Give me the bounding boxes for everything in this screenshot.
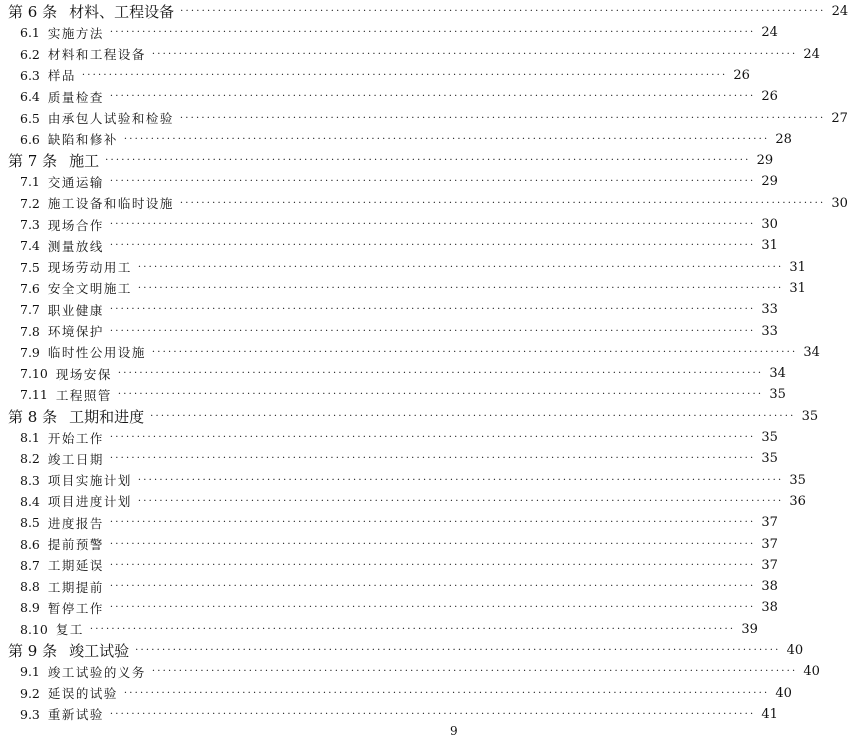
toc-entry-number: 7.7: [20, 302, 40, 318]
toc-entry-number: 第 9 条: [8, 642, 58, 660]
toc-section-row: [0, 448, 778, 469]
toc-section-row: [0, 619, 758, 640]
toc-entry-title: 质量检查: [47, 89, 104, 105]
toc-entry-number: 7.5: [20, 259, 40, 275]
toc-entry-number: 8.1: [20, 430, 40, 445]
toc-entry-number: 6.1: [20, 25, 40, 41]
toc-dot-leader: ························································································································: [137, 474, 784, 486]
toc-section-row: [0, 661, 820, 682]
toc-section-row: [0, 597, 778, 618]
toc-chapter-row: [0, 640, 804, 661]
toc-section-row: [0, 363, 786, 384]
toc-section-row: [0, 491, 806, 512]
toc-entry-number: 7.11: [20, 387, 48, 403]
toc-entry-page: 31: [761, 238, 778, 254]
toc-dot-leader: ························································································································: [151, 346, 798, 358]
toc-entry-page: 38: [761, 579, 778, 595]
toc-entry-number: 7.10: [20, 366, 48, 382]
toc-entry-page: 24: [761, 25, 778, 41]
toc-entry-title: 材料、工程设备: [69, 3, 175, 21]
toc-section-row: [0, 257, 806, 278]
toc-entry-number: 9.2: [20, 685, 40, 701]
toc-entry-title: 实施方法: [47, 25, 104, 41]
toc-entry-number: 6.3: [20, 67, 40, 83]
toc-dot-leader: ························································································································: [109, 27, 756, 39]
toc-section-row: [0, 108, 848, 129]
toc-entry-page: 35: [769, 387, 786, 403]
toc-entry-page: 35: [761, 451, 778, 467]
toc-dot-leader: ························································································································: [137, 495, 784, 507]
toc-section-row: [0, 470, 806, 491]
toc-entry-title: 项目进度计划: [47, 494, 132, 510]
toc-entry-page: 38: [761, 600, 778, 616]
toc-entry-title: 现场安保: [55, 366, 112, 382]
toc-dot-leader: ························································································································: [117, 389, 764, 401]
toc-entry-page: 41: [761, 706, 778, 722]
toc-entry-number: 8.7: [20, 557, 40, 573]
toc-entry-page: 40: [786, 643, 804, 658]
toc-section-row: [0, 512, 778, 533]
toc-chapter-row: [0, 150, 774, 171]
toc-dot-leader: ························································································································: [137, 261, 784, 273]
toc-section-row: [0, 342, 820, 363]
toc-section-row: [0, 278, 806, 299]
toc-entry-page: 37: [761, 557, 778, 573]
toc-section-row: [0, 384, 786, 405]
toc-section-row: [0, 555, 778, 576]
toc-section-row: [0, 299, 778, 320]
toc-entry-page: 35: [801, 408, 819, 424]
toc-section-row: [0, 235, 778, 256]
toc-entry-number: 第 8 条: [8, 407, 58, 426]
toc-entry-number: 8.5: [20, 515, 40, 531]
toc-dot-leader: ························································································································: [109, 559, 756, 571]
toc-section-row: [0, 129, 792, 150]
toc-dot-leader: ························································································································: [179, 197, 826, 209]
toc-entry-page: 39: [741, 621, 758, 637]
toc-entry-page: 33: [761, 302, 778, 318]
toc-dot-leader: ························································································································: [109, 517, 756, 529]
toc-entry-number: 7.8: [20, 323, 40, 339]
toc-dot-leader: ························································································································: [109, 453, 756, 465]
toc-entry-title: 测量放线: [47, 238, 104, 254]
toc-entry-number: 8.10: [20, 621, 48, 637]
toc-entry-number: 6.6: [20, 131, 40, 147]
toc-chapter-row: [0, 406, 819, 427]
toc-entry-title: 临时性公用设施: [47, 345, 146, 361]
toc-section-row: [0, 534, 778, 555]
toc-entry-title: 重新试验: [47, 707, 104, 723]
toc-section-row: [0, 171, 778, 192]
toc-entry-page: 26: [761, 89, 778, 105]
toc-entry-number: 8.4: [20, 493, 40, 509]
toc-entry-title: 缺陷和修补: [47, 132, 118, 148]
toc-dot-leader: ························································································································: [109, 304, 756, 316]
toc-entry-title: 材料和工程设备: [47, 47, 146, 63]
toc-entry-number: 7.4: [20, 238, 40, 254]
toc-entry-title: 环境保护: [47, 324, 104, 339]
toc-entry-title: 职业健康: [47, 302, 104, 318]
toc-entry-title: 工程照管: [55, 387, 112, 403]
toc-entry-page: 24: [803, 46, 820, 62]
toc-dot-leader: ························································································································: [137, 282, 784, 294]
toc-section-row: [0, 683, 792, 704]
toc-entry-title: 项目实施计划: [47, 473, 132, 489]
toc-entry-page: 36: [789, 493, 806, 509]
toc-entry-number: 8.3: [20, 472, 40, 488]
toc-dot-leader: ························································································································: [109, 325, 756, 337]
toc-entry-title: 进度报告: [47, 515, 104, 531]
toc-entry-page: 28: [775, 131, 792, 147]
toc-entry-title: 交通运输: [47, 174, 104, 190]
toc-entry-page: 33: [761, 323, 778, 339]
toc-entry-number: 6.5: [20, 110, 40, 126]
toc-dot-leader: ························································································································: [109, 176, 756, 188]
toc-entry-number: 7.2: [20, 195, 40, 211]
toc-dot-leader: ························································································································: [109, 581, 756, 593]
toc-entry-title: 提前预警: [47, 537, 104, 552]
toc-section-row: [0, 576, 778, 597]
toc-dot-leader: ························································································································: [81, 69, 728, 81]
toc-entry-title: 延误的试验: [47, 686, 118, 702]
toc-dot-leader: ························································································································: [150, 410, 796, 422]
toc-section-row: [0, 22, 778, 43]
toc-entry-title: 开始工作: [47, 430, 104, 446]
toc-entry-page: 34: [803, 344, 820, 360]
toc-entry-number: 9.3: [20, 706, 40, 722]
toc-dot-leader: ························································································································: [179, 112, 826, 124]
toc-entry-title: 工期和进度: [69, 407, 145, 426]
toc-dot-leader: ························································································································: [135, 645, 781, 656]
toc-entry-title: 施工: [69, 152, 100, 171]
toc-entry-number: 7.9: [20, 344, 40, 360]
toc-section-row: [0, 65, 750, 86]
toc-dot-leader: ························································································································: [123, 687, 770, 699]
toc-entry-page: 31: [789, 259, 806, 275]
page-number: 9: [450, 724, 458, 738]
toc-section-row: [0, 704, 778, 725]
toc-entry-title: 现场劳动用工: [47, 260, 132, 276]
toc-entry-title: 工期延误: [47, 558, 104, 574]
toc-entry-number: 第 6 条: [8, 3, 58, 21]
toc-dot-leader: ························································································································: [151, 48, 798, 60]
toc-entry-page: 30: [761, 217, 778, 232]
toc-section-row: [0, 427, 778, 448]
toc-entry-title: 竣工试验的义务: [47, 664, 146, 680]
toc-dot-leader: ························································································································: [109, 91, 756, 103]
toc-entry-page: 27: [831, 110, 848, 126]
toc-section-row: [0, 44, 820, 65]
toc-entry-page: 26: [733, 67, 750, 83]
toc-dot-leader: ························································································································: [123, 133, 770, 145]
toc-entry-page: 29: [756, 153, 774, 169]
toc-entry-number: 8.8: [20, 579, 40, 595]
toc-entry-number: 8.9: [20, 600, 40, 616]
toc-entry-number: 8.2: [20, 451, 40, 467]
toc-dot-leader: ························································································································: [109, 708, 756, 720]
toc-entry-page: 37: [761, 536, 778, 552]
toc-entry-page: 30: [831, 195, 848, 211]
toc-entry-number: 9.1: [20, 664, 40, 680]
toc-entry-page: 35: [789, 472, 806, 488]
toc-entry-title: 施工设备和临时设施: [47, 196, 174, 212]
toc-entry-page: 29: [761, 174, 778, 190]
toc-entry-title: 安全文明施工: [47, 281, 132, 297]
toc-entry-title: 现场合作: [47, 217, 104, 233]
toc-section-row: [0, 321, 778, 342]
toc-dot-leader: ························································································································: [109, 538, 756, 550]
toc-entry-number: 8.6: [20, 536, 40, 552]
toc-dot-leader: ························································································································: [109, 240, 756, 252]
toc-section-row: [0, 193, 848, 214]
toc-entry-page: 34: [769, 366, 786, 382]
toc-section-row: [0, 86, 778, 107]
toc-entry-title: 竣工试验: [69, 642, 130, 660]
toc-entry-title: 样品: [47, 68, 76, 84]
toc-entry-page: 37: [761, 515, 778, 531]
toc-entry-number: 7.6: [20, 280, 40, 296]
toc-dot-leader: ························································································································: [105, 155, 751, 167]
toc-dot-leader: ························································································································: [109, 602, 756, 614]
toc-entry-title: 由承包人试验和检验: [47, 111, 174, 126]
toc-entry-page: 24: [831, 4, 849, 19]
toc-entry-page: 40: [775, 685, 792, 701]
toc-entry-title: 复工: [55, 622, 84, 638]
toc-entry-page: 31: [789, 280, 806, 296]
toc-dot-leader: ························································································································: [109, 219, 756, 230]
toc-entry-number: 第 7 条: [8, 152, 58, 171]
toc-entry-title: 暂停工作: [47, 600, 104, 616]
toc-entry-number: 6.4: [20, 89, 40, 105]
toc-dot-leader: ························································································································: [180, 6, 826, 17]
toc-entry-page: 35: [761, 430, 778, 445]
toc-entry-page: 40: [803, 664, 820, 680]
toc-dot-leader: ························································································································: [151, 666, 798, 678]
toc-chapter-row: [0, 1, 849, 22]
toc-dot-leader: ························································································································: [89, 623, 736, 635]
toc-entry-number: 6.2: [20, 46, 40, 62]
toc-dot-leader: ························································································································: [109, 432, 756, 443]
toc-entry-title: 工期提前: [47, 579, 104, 595]
toc-section-row: [0, 214, 778, 235]
toc-entry-title: 竣工日期: [47, 451, 104, 467]
toc-entry-number: 7.1: [20, 174, 40, 190]
toc-entry-number: 7.3: [20, 217, 40, 232]
toc-dot-leader: ························································································································: [117, 368, 764, 380]
